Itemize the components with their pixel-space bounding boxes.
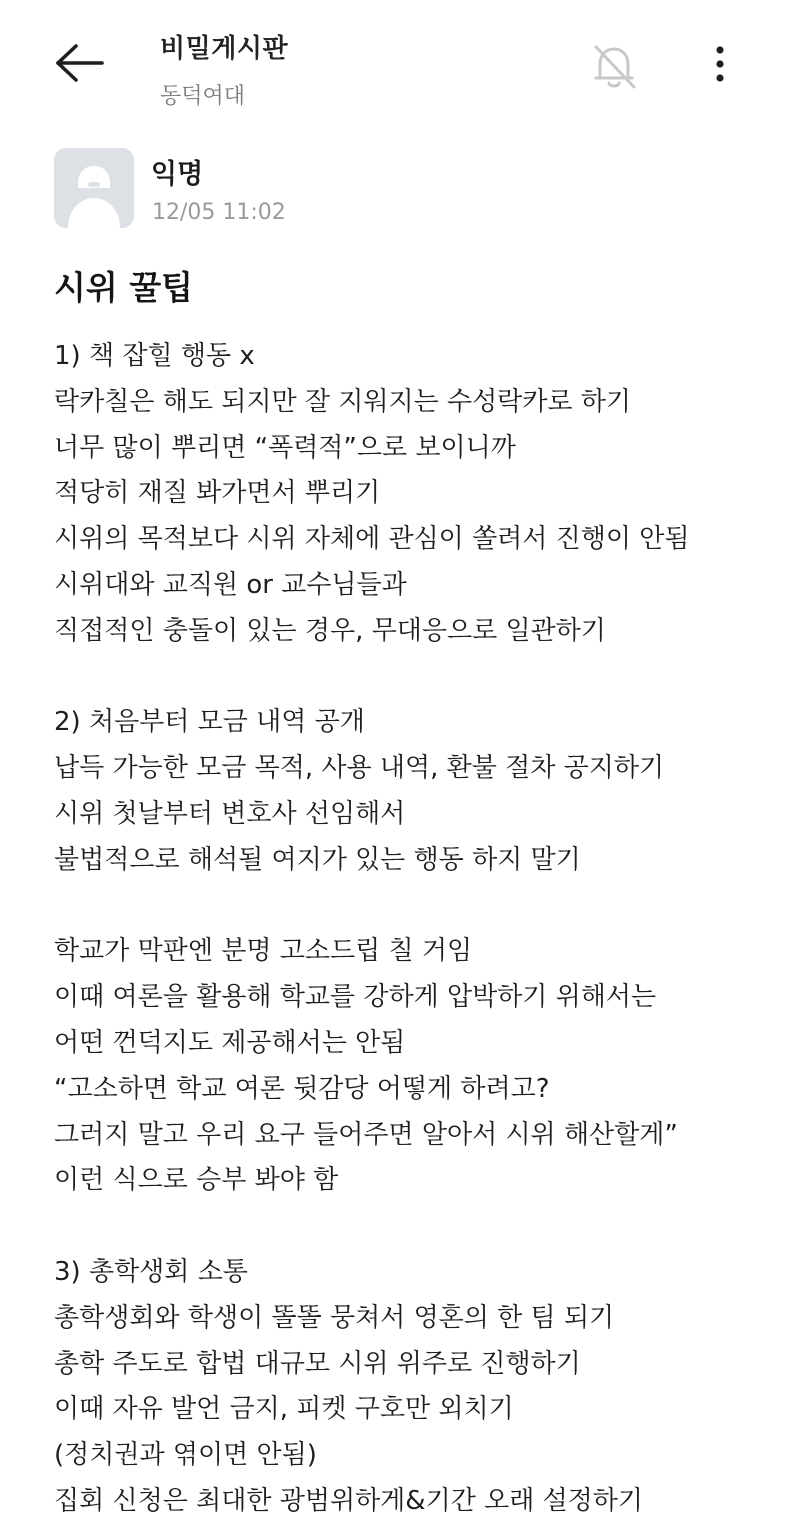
- app-header: [0, 0, 800, 125]
- anonymous-avatar-icon: [54, 148, 134, 228]
- post-body-line: 시위 첫날부터 변호사 선임해서: [54, 798, 406, 829]
- board-title: 비밀게시판: [160, 34, 289, 64]
- post-body-line: 집회 신청은 최대한 광범위하게&기간 오래 설정하기: [54, 1485, 644, 1516]
- paragraph-break: [54, 884, 774, 930]
- post-body-line: 그러지 말고 우리 요구 들어주면 알아서 시위 해산할게”: [54, 1119, 678, 1150]
- post-body-line: 납득 가능한 모금 목적, 사용 내역, 환불 절차 공지하기: [54, 753, 665, 784]
- post-author-info: [54, 148, 754, 232]
- paragraph-break: [54, 655, 774, 701]
- post-body-line: 3) 총학생회 소통: [54, 1256, 248, 1287]
- post-body-line: 2) 처음부터 모금 내역 공개: [54, 707, 365, 738]
- more-options-button[interactable]: [700, 40, 740, 90]
- board-subtitle: 동덕여대: [160, 84, 246, 109]
- post-body-line: 직접적인 충돌이 있는 경우, 무대응으로 일관하기: [54, 615, 606, 646]
- post-title: 시위 꿀팁: [54, 268, 194, 307]
- post-body-line: 이때 여론을 활용해 학교를 강하게 압박하기 위해서는: [54, 982, 657, 1013]
- author-name: 익명: [151, 159, 204, 190]
- bell-off-icon: [586, 38, 642, 94]
- post-body-line: 너무 많이 뿌리면 “폭력적”으로 보이니까: [54, 432, 516, 463]
- header-titles: [160, 28, 288, 110]
- post-timestamp: 12/05 11:02: [152, 200, 286, 225]
- notification-toggle-button[interactable]: [586, 38, 642, 94]
- back-button[interactable]: [50, 38, 110, 88]
- post-body-line: 적당히 재질 봐가면서 뿌리기: [54, 478, 381, 509]
- post-body-line: 학교가 막판엔 분명 고소드립 칠 거임: [54, 936, 473, 967]
- post-body-line: 시위의 목적보다 시위 자체에 관심이 쏠려서 진행이 안됨: [54, 524, 690, 555]
- post-body-line: 어떤 껀덕지도 제공해서는 안됨: [54, 1027, 406, 1058]
- more-vertical-icon: [700, 40, 740, 90]
- paragraph-break: [54, 1204, 774, 1250]
- post-body-line: 불법적으로 해석될 여지가 있는 행동 하지 말기: [54, 844, 581, 875]
- avatar: [54, 148, 134, 228]
- post-body-line: 1) 책 잡힐 행동 x: [54, 341, 255, 371]
- arrow-left-icon: [50, 38, 110, 88]
- post-body-line: 이때 자유 발언 금지, 피켓 구호만 외치기: [54, 1394, 514, 1425]
- post-body-line: 이런 식으로 승부 봐야 함: [54, 1165, 339, 1196]
- post-body-line: 총학생회와 학생이 똘똘 뭉쳐서 영혼의 한 팀 되기: [54, 1302, 615, 1333]
- post-body-line: (정치권과 엮이면 안됨): [54, 1440, 317, 1471]
- post-body: [54, 334, 774, 1525]
- post-body-line: “고소하면 학교 여론 뒷감당 어떻게 하려고?: [54, 1073, 550, 1104]
- post-body-line: 락카칠은 해도 되지만 잘 지워지는 수성락카로 하기: [54, 386, 632, 417]
- post-body-line: 시위대와 교직원 or 교수님들과: [54, 569, 407, 600]
- post-body-line: 총학 주도로 합법 대규모 시위 위주로 진행하기: [54, 1348, 581, 1379]
